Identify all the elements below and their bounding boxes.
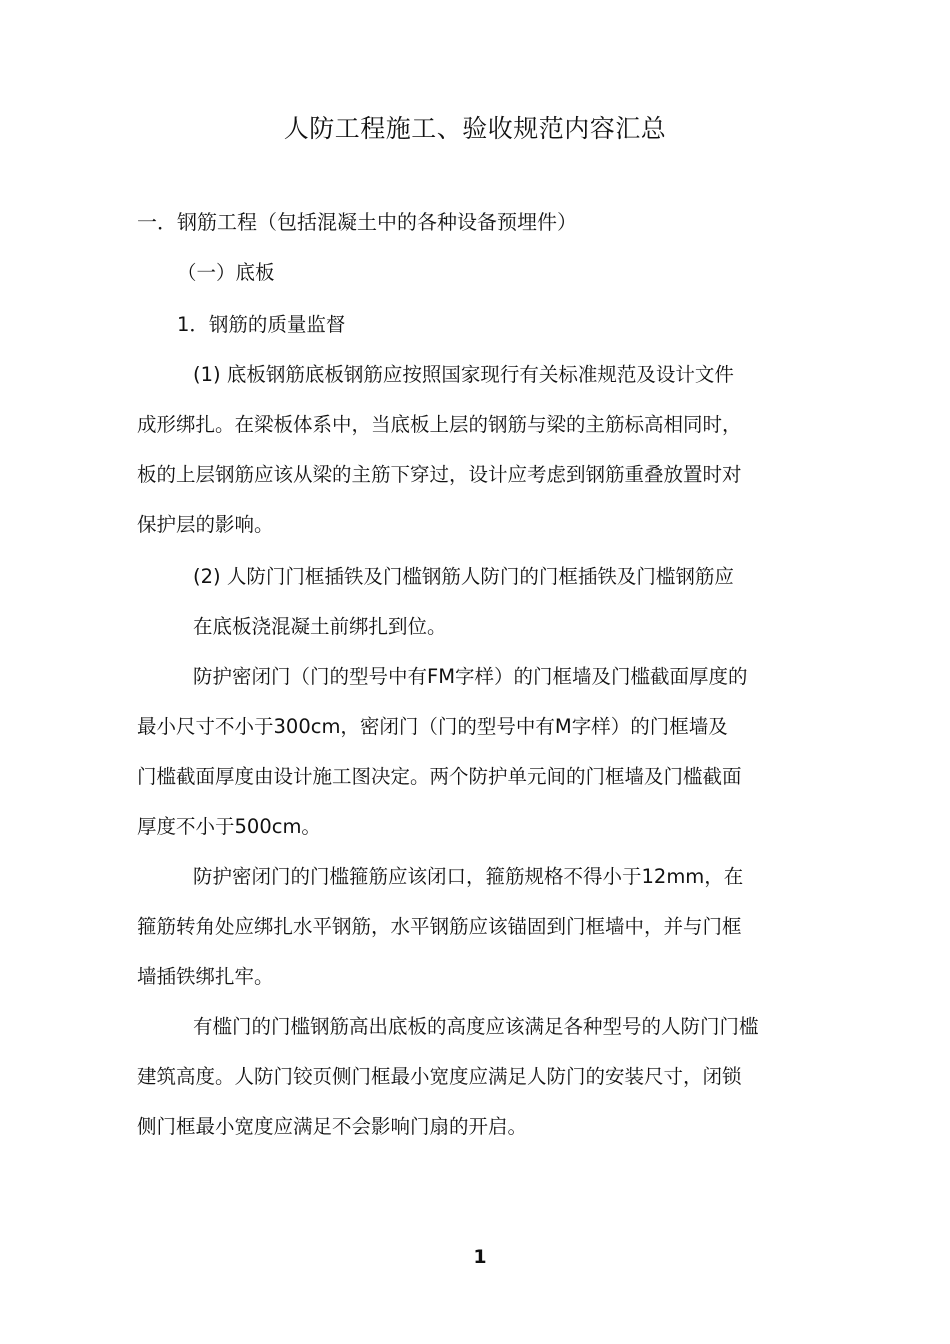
- paragraph-line: 厚度不小于500cm。: [137, 815, 321, 838]
- paragraph-line: 有槛门的门槛钢筋高出底板的高度应该满足各种型号的人防门门槛: [193, 1015, 759, 1038]
- paragraph-line: 最小尺寸不小于300cm，密闭门（门的型号中有M字样）的门框墙及: [137, 715, 728, 738]
- paragraph-line: 侧门框最小宽度应满足不会影响门扇的开启。: [137, 1115, 528, 1138]
- paragraph-line: (1) 底板钢筋底板钢筋应按照国家现行有关标准规范及设计文件: [193, 363, 734, 386]
- paragraph-line: (2) 人防门门框插铁及门槛钢筋人防门的门框插铁及门槛钢筋应: [193, 565, 734, 588]
- paragraph-line: 防护密闭门（门的型号中有FM字样）的门框墙及门槛截面厚度的: [193, 665, 748, 688]
- paragraph-line: 防护密闭门的门槛箍筋应该闭口，箍筋规格不得小于12mm，在: [193, 865, 744, 888]
- paragraph-line: 墙插铁绑扎牢。: [137, 965, 274, 988]
- paragraph-line: 保护层的影响。: [137, 513, 274, 536]
- subsection-heading: （一）底板: [177, 261, 275, 284]
- paragraph-line: 门槛截面厚度由设计施工图决定。两个防护单元间的门框墙及门槛截面: [137, 765, 742, 788]
- page-number: 1: [473, 1246, 487, 1268]
- item-heading: 1．钢筋的质量监督: [177, 313, 346, 336]
- paragraph-line: 箍筋转角处应绑扎水平钢筋，水平钢筋应该锚固到门框墙中，并与门框: [137, 915, 742, 938]
- paragraph-line: 在底板浇混凝土前绑扎到位。: [193, 615, 447, 638]
- paragraph-line: 成形绑扎。在梁板体系中，当底板上层的钢筋与梁的主筋标高相同时，: [137, 413, 742, 436]
- paragraph-line: 板的上层钢筋应该从梁的主筋下穿过，设计应考虑到钢筋重叠放置时对: [137, 463, 742, 486]
- document-title: 人防工程施工、验收规范内容汇总: [283, 114, 667, 143]
- paragraph-line: 建筑高度。人防门铰页侧门框最小宽度应满足人防门的安装尺寸，闭锁: [137, 1065, 742, 1088]
- section-heading: 一．钢筋工程（包括混凝土中的各种设备预埋件）: [137, 210, 577, 234]
